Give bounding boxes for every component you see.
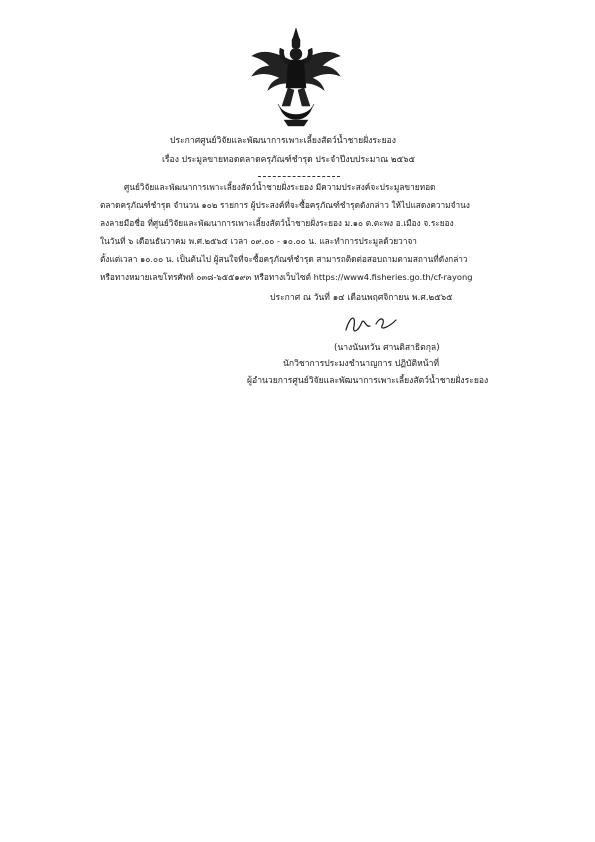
body-line: ในวันที่ ๖ เดือนธันวาคม พ.ศ.๒๕๖๕ เวลา ๐๙.๐๐ - ๑๐.๐๐ น. และทำการประมูลด้วยวาจา xyxy=(100,236,417,246)
signer-name: (นางนันทวัน ศานติสาธิตกุล) xyxy=(334,343,440,353)
announcement-subject: เรื่อง ประมูลขายทอดตลาดครุภัณฑ์ชำรุด ประจำปีงบประมาณ ๒๕๖๕ xyxy=(162,155,416,165)
signer-position: นักวิชาการประมงชำนาญการ ปฏิบัติหน้าที่ xyxy=(283,359,440,369)
body-line: ตั้งแต่เวลา ๑๐.๐๐ น. เป็นต้นไป ผู้สนใจที่จะซื้อครุภัณฑ์ชำรุด สามารถติดต่อสอบถามตามสถานที่ดังกล่าว xyxy=(100,254,468,264)
signer-role: ผู้อำนวยการศูนย์วิจัยและพัฒนาการเพาะเลี้ยงสัตว์น้ำชายฝั่งระยอง xyxy=(247,376,489,386)
announcement-date: ประกาศ ณ วันที่ ๑๔ เดือนพฤศจิกายน พ.ศ.๒๕๖๕ xyxy=(270,293,453,303)
title-separator xyxy=(258,176,340,177)
body-line: ศูนย์วิจัยและพัฒนาการเพาะเลี้ยงสัตว์น้ำชายฝั่งระยอง มีความประสงค์จะประมูลขายทอด xyxy=(124,182,436,192)
body-line: หรือทางหมายเลขโทรศัพท์ ๐๓๘-๖๕๕๑๙๓ หรือทางเว็บไซต์ https://www4.fisheries.go.th/cf-rayong xyxy=(100,272,473,282)
body-line: ลงลายมือชื่อ ที่ศูนย์วิจัยและพัฒนาการเพาะเลี้ยงสัตว์น้ำชายฝั่งระยอง ม.๑๐ ต.ตะพง อ.เมือง จ.ระยอง xyxy=(100,218,454,228)
announcement-title: ประกาศศูนย์วิจัยและพัฒนาการเพาะเลี้ยงสัตว์น้ำชายฝั่งระยอง xyxy=(170,136,397,146)
garuda-emblem xyxy=(248,26,344,128)
body-line: ตลาดครุภัณฑ์ชำรุด จำนวน ๑๐๒ รายการ ผู้ประสงค์ที่จะซื้อครุภัณฑ์ชำรุดดังกล่าว ให้ไปแสดงความจำนง xyxy=(100,200,470,210)
handwritten-signature xyxy=(342,310,404,338)
